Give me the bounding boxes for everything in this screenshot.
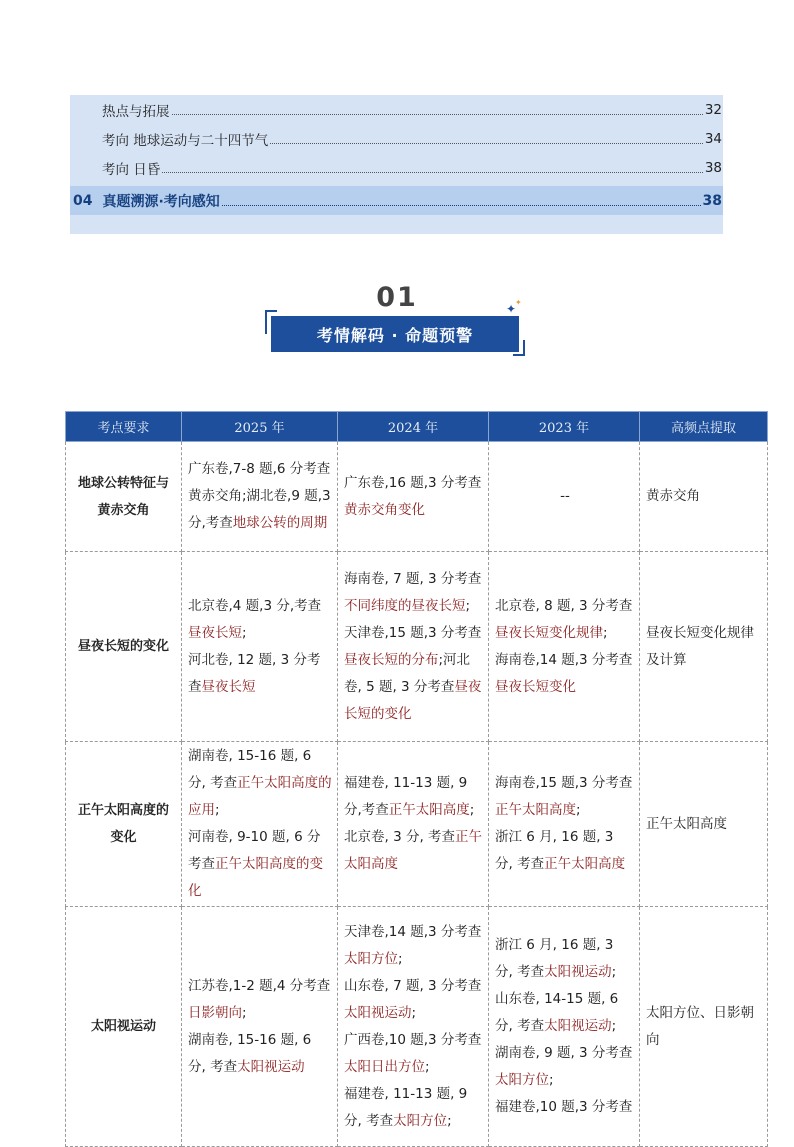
topic-cell: 地球公转特征与黄赤交角: [66, 442, 182, 552]
exam-entry: [344, 470, 484, 524]
year-cell-2025: [182, 742, 338, 907]
year-cell-2023: --: [489, 442, 640, 552]
exam-entry: [495, 1094, 635, 1121]
year-cell-2024: [338, 442, 489, 552]
entry-text: ;: [465, 597, 471, 614]
entry-text: 浙江 6 月, 16 题, 3 分, 考查: [495, 937, 614, 980]
year-cell-2023: [489, 742, 640, 907]
year-cell-2025: [182, 907, 338, 1147]
toc-item-page: 34: [704, 130, 722, 147]
entry-text: ;: [447, 1112, 452, 1129]
table-header-row: [66, 412, 768, 442]
highlighted-topic: 黄赤交角变化: [344, 501, 425, 518]
entry-text: 广西卷,10 题,3 分考查: [344, 1031, 482, 1048]
exam-entry: [344, 770, 484, 824]
entry-text: 湖南卷, 15-16 题, 6 分, 考查: [188, 748, 312, 791]
toc-chapter-item[interactable]: [70, 186, 723, 215]
entry-text: 湖南卷, 15-16 题, 6 分, 考查: [188, 1031, 312, 1075]
highlighted-topic: 正午太阳高度的变化: [188, 856, 323, 899]
section-title: 考情解码 · 命题预警: [316, 325, 474, 345]
exam-entry: [344, 824, 484, 878]
year-cell-2025: [182, 442, 338, 552]
exam-entry: [344, 919, 484, 973]
entry-text: ;河北卷, 5 题, 3 分考查: [344, 651, 471, 695]
exam-entry: [344, 1027, 484, 1081]
sparkle-icon: ✦: [506, 302, 517, 316]
exam-entry: [495, 647, 635, 701]
highlighted-topic: 昼夜长短变化: [495, 678, 576, 695]
highlighted-topic: 太阳方位: [393, 1112, 448, 1129]
highlighted-topic: 不同纬度的昼夜长短: [344, 597, 466, 614]
entry-text: ;: [242, 1004, 247, 1021]
year-cell-2023: [489, 907, 640, 1147]
section-title-banner: [271, 316, 519, 352]
highlighted-topic: 昼夜长短: [188, 624, 242, 641]
entry-text: ;: [611, 1018, 617, 1034]
toc-item-page: 38: [704, 159, 722, 176]
highlighted-topic: 太阳视运动: [544, 1018, 612, 1034]
exam-entry: [188, 593, 333, 647]
entry-text: 北京卷, 3 分, 考查: [344, 829, 456, 845]
table-row: [66, 742, 768, 907]
high-frequency-cell: 太阳方位、日影朝向: [640, 907, 768, 1147]
exam-entry: [495, 770, 635, 824]
column-header: 2023 年: [489, 412, 640, 442]
entry-text: 黄赤交角: [188, 488, 242, 504]
entry-text: ;: [549, 1072, 554, 1088]
table-row: [66, 907, 768, 1147]
entry-text: 海南卷,15 题,3 分考查: [495, 775, 633, 791]
high-frequency-cell: 正午太阳高度: [640, 742, 768, 907]
entry-text: 北京卷,4 题,3 分,考查: [188, 597, 322, 614]
toc-leader-dots: [172, 113, 703, 115]
toc-item-page: 38: [702, 192, 722, 209]
highlighted-topic: 昼夜长短的分布: [344, 651, 439, 668]
highlighted-topic: 太阳视运动: [344, 1004, 412, 1021]
toc-leader-dots: [270, 142, 703, 144]
exam-entry: [188, 647, 333, 701]
exam-entry: [188, 1027, 333, 1081]
highlighted-topic: 正午太阳高度: [495, 802, 576, 818]
exam-entry: [344, 973, 484, 1027]
entry-text: ;: [215, 802, 220, 818]
entry-text: ;湖北卷,9 题,3 分,考查: [188, 488, 331, 531]
highlighted-topic: 太阳方位: [344, 950, 398, 967]
topic-cell: 太阳视运动: [66, 907, 182, 1147]
exam-entry: [188, 743, 333, 824]
toc-item-title: 真题溯源·考向感知: [102, 193, 220, 210]
column-header: 2025 年: [182, 412, 338, 442]
high-frequency-cell: 昼夜长短变化规律及计算: [640, 552, 768, 742]
toc-item[interactable]: [70, 124, 723, 153]
entry-text: 江苏卷,1-2 题,4 分考查: [188, 977, 331, 994]
exam-entry: [495, 986, 635, 1040]
table-row: [66, 442, 768, 552]
year-cell-2024: [338, 552, 489, 742]
entry-text: 河北卷, 12 题, 3 分考查: [188, 651, 321, 695]
entry-text: 山东卷, 7 题, 3 分考查: [344, 977, 482, 994]
column-header: 考点要求: [66, 412, 182, 442]
highlighted-topic: 昼夜长短: [201, 678, 256, 695]
entry-text: 天津卷,14 题,3 分考查: [344, 923, 482, 940]
entry-text: 湖南卷, 9 题, 3 分考查: [495, 1045, 633, 1061]
exam-entry: [344, 620, 484, 728]
topic-cell: 正午太阳高度的变化: [66, 742, 182, 907]
entry-text: ;: [425, 1058, 430, 1075]
entry-text: ;: [398, 950, 403, 967]
highlighted-topic: 昼夜长短的变化: [344, 678, 482, 722]
exam-entry: [344, 566, 484, 620]
highlighted-topic: 日影朝向: [188, 1004, 242, 1021]
exam-entry: [344, 1081, 484, 1135]
sparkle-small-icon: ✦: [515, 298, 522, 307]
toc-item[interactable]: [70, 153, 723, 182]
entry-text: ;: [576, 802, 581, 818]
entry-text: 山东卷, 14-15 题, 6 分, 考查: [495, 991, 619, 1034]
entry-text: ;: [611, 964, 617, 980]
exam-entry: [495, 932, 635, 986]
toc-item-title: 热点与拓展: [102, 103, 170, 120]
highlighted-topic: 正午太阳高度: [544, 856, 626, 872]
entry-text: 广东卷,16 题,3 分考查: [344, 474, 482, 491]
toc-item-title: 考向 日昏: [102, 161, 161, 178]
toc-item-page: 32: [704, 101, 722, 118]
entry-text: 福建卷, 11-13 题, 9 分,考查: [344, 775, 468, 818]
entry-text: 海南卷,14 题,3 分考查: [495, 651, 633, 668]
section-number: 01: [376, 282, 418, 313]
entry-text: 广东卷,7-8 题,6 分考查: [188, 461, 331, 477]
high-frequency-cell: 黄赤交角: [640, 442, 768, 552]
toc-leader-dots: [162, 171, 703, 173]
exam-entry: [495, 824, 635, 878]
table-of-contents: [70, 95, 723, 234]
entry-text: 浙江 6 月, 16 题, 3 分, 考查: [495, 829, 614, 872]
year-cell-2025: [182, 552, 338, 742]
exam-entry: [495, 593, 635, 647]
entry-text: 天津卷,15 题,3 分考查: [344, 624, 482, 641]
exam-entry: [495, 1040, 635, 1094]
entry-text: ;: [242, 624, 247, 641]
toc-chapter-number: 04: [73, 192, 93, 209]
exam-analysis-table: [65, 411, 768, 1147]
entry-text: 海南卷, 7 题, 3 分考查: [344, 570, 482, 587]
highlighted-topic: 地球公转的周期: [232, 515, 328, 531]
toc-leader-dots: [222, 204, 701, 206]
exam-entry: [188, 456, 333, 537]
topic-cell: 昼夜长短的变化: [66, 552, 182, 742]
table-row: [66, 552, 768, 742]
entry-text: 北京卷, 8 题, 3 分考查: [495, 597, 633, 614]
highlighted-topic: 昼夜长短变化规律: [495, 624, 603, 641]
column-header: 2024 年: [338, 412, 489, 442]
highlighted-topic: 正午太阳高度: [388, 802, 470, 818]
entry-text: ;: [411, 1004, 417, 1021]
toc-item[interactable]: [70, 95, 723, 124]
column-header: 高频点提取: [640, 412, 768, 442]
exam-entry: [188, 824, 333, 905]
year-cell-2024: [338, 742, 489, 907]
highlighted-topic: 太阳方位: [495, 1072, 549, 1088]
exam-entry: [188, 973, 333, 1027]
entry-text: 福建卷,10 题,3 分考查: [495, 1099, 633, 1115]
highlighted-topic: 正午太阳高度: [344, 829, 483, 872]
entry-text: 河南卷, 9-10 题, 6 分考查: [188, 829, 321, 872]
highlighted-topic: 太阳日出方位: [344, 1058, 425, 1075]
highlighted-topic: 太阳视运动: [237, 1058, 305, 1075]
toc-item-title: 考向 地球运动与二十四节气: [102, 132, 269, 149]
highlighted-topic: 正午太阳高度的应用: [188, 775, 332, 818]
year-cell-2024: [338, 907, 489, 1147]
entry-text: ;: [603, 624, 608, 641]
highlighted-topic: 太阳视运动: [544, 964, 612, 980]
entry-text: 福建卷, 11-13 题, 9 分, 考查: [344, 1085, 468, 1129]
year-cell-2023: [489, 552, 640, 742]
entry-text: ;: [469, 802, 475, 818]
